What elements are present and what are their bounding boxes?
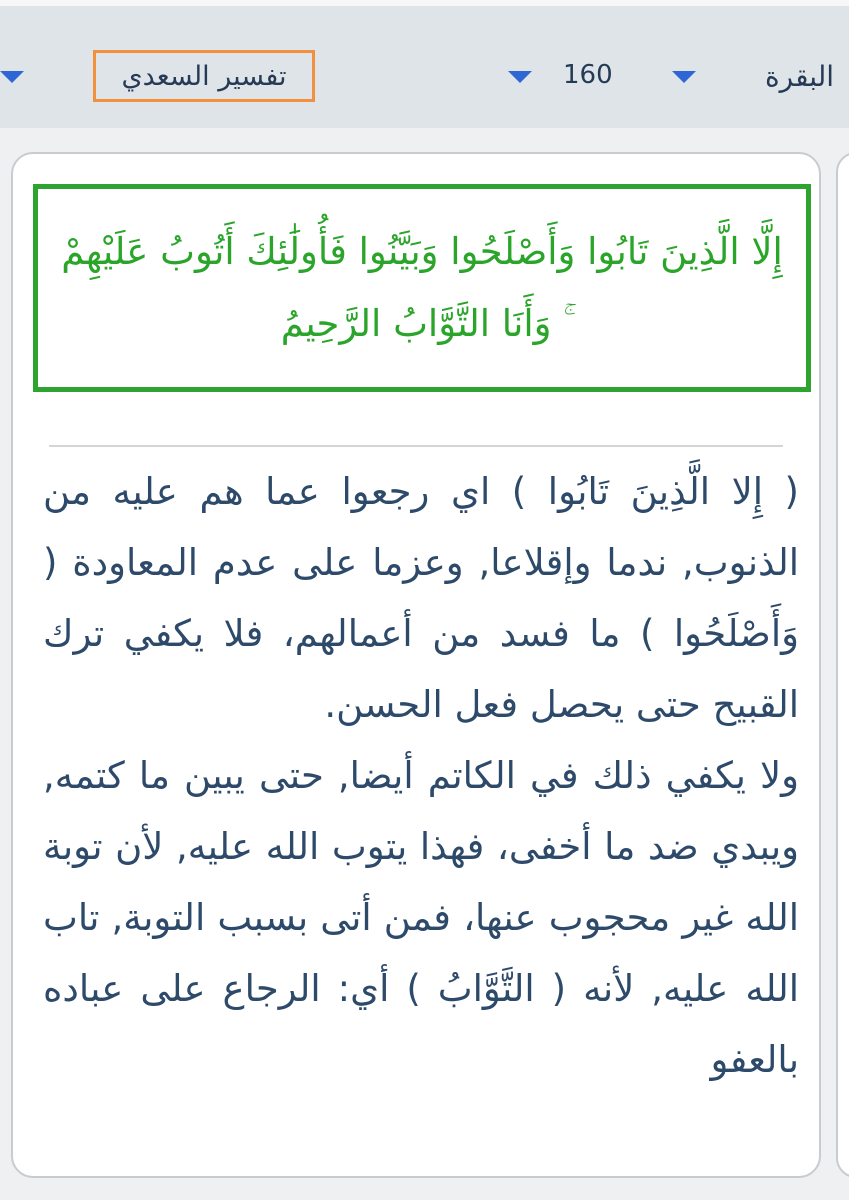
divider [49,445,783,447]
surah-name: البقرة [765,60,835,93]
surah-dropdown[interactable] [665,56,849,98]
ayah-text: إِلَّا الَّذِينَ تَابُوا وَأَصْلَحُوا وَبَيَّنُوا فَأُولَٰئِكَ أَتُوبُ عَلَيْهِمْ ۚ وَأَنَا التَّوَّابُ الرَّحِيمُ [61,230,783,345]
tafsir-body[interactable] [43,456,799,1156]
tafsir-card [11,152,821,1178]
chevron-down-icon [672,71,696,83]
chevron-down-icon [508,71,532,83]
ayah-number: 160 [563,60,613,90]
tafsir-dropdown-toggle[interactable] [0,68,26,88]
next-page-card-edge[interactable] [836,152,849,1178]
ayah-number-dropdown[interactable] [505,56,625,98]
tafsir-selector[interactable]: تفسير السعدي [93,50,315,102]
toolbar [0,6,849,128]
ayah-highlight-box [33,184,811,392]
tafsir-paragraph: ( إِلا الَّذِينَ تَابُوا ) اي رجعوا عما هم عليه من الذنوب, ندما وإقلاعا, وعزما على عدم المعاودة ( وَأَصْلَحُوا ) ما فسد من أعمالهم، فلا يكفي ترك القبيح حتى يحصل فعل الحسن. [43,470,799,726]
chevron-down-icon [0,71,24,83]
tafsir-paragraph: ولا يكفي ذلك في الكاتم أيضا, حتى يبين ما كتمه, ويبدي ضد ما أخفى، فهذا يتوب الله عليه, لأن توبة الله غير محجوب عنها، فمن أتى بسبب التوبة, تاب الله عليه, لأنه ( التَّوَّابُ ) أي: الرجاع على عباده بالعفو [43,754,799,1081]
